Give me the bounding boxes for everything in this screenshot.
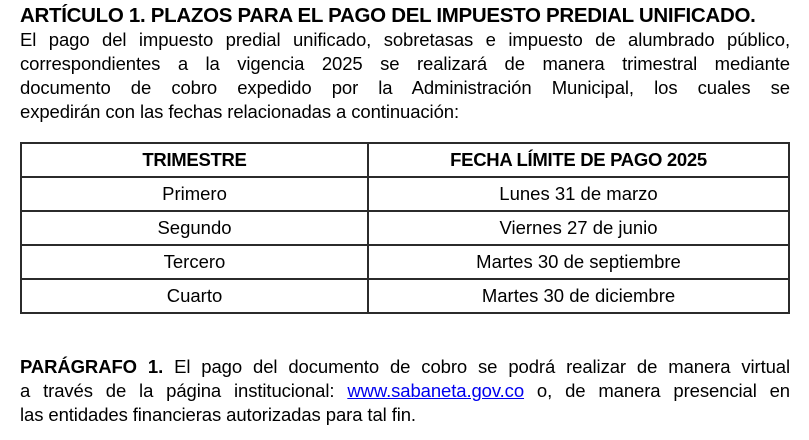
table-row xyxy=(21,211,789,245)
sabaneta-website-link[interactable]: www.sabaneta.gov.co xyxy=(347,380,525,401)
payment-dates-table xyxy=(20,142,790,314)
article-line: El pago del impuesto predial unificado, sobretasas e impuesto de alumbrado público, xyxy=(20,29,790,50)
paragraph-body xyxy=(20,355,790,427)
trimestre-cell: Segundo xyxy=(21,211,368,245)
trimestre-cell: Tercero xyxy=(21,245,368,279)
column-header-trimestre: TRIMESTRE xyxy=(21,143,368,177)
article-body xyxy=(20,28,790,124)
paragraph-section xyxy=(20,355,790,427)
fecha-cell: Martes 30 de diciembre xyxy=(368,279,789,313)
paragraph-line: PARÁGRAFO 1. El pago del documento de cobro se podrá realizar de manera virtual xyxy=(20,356,790,377)
article-line: correspondientes a la vigencia 2025 se realizará de manera trimestral mediante xyxy=(20,53,790,74)
paragraph-label: PARÁGRAFO 1. xyxy=(20,356,164,377)
table-row xyxy=(21,279,789,313)
paragraph-line: las entidades financieras autorizadas para tal fin. xyxy=(20,404,416,425)
fecha-cell: Martes 30 de septiembre xyxy=(368,245,789,279)
fecha-cell: Viernes 27 de junio xyxy=(368,211,789,245)
article-line: expedirán con las fechas relacionadas a continuación: xyxy=(20,101,459,122)
paragraph-line: a través de la página institucional: www.sabaneta.gov.co o, de manera presencial en xyxy=(20,380,790,401)
article-title: ARTÍCULO 1. PLAZOS PARA EL PAGO DEL IMPUESTO PREDIAL UNIFICADO. xyxy=(20,4,756,27)
column-header-fecha-limite: FECHA LÍMITE DE PAGO 2025 xyxy=(368,143,789,177)
trimestre-cell: Primero xyxy=(21,177,368,211)
article-section xyxy=(20,4,790,124)
trimestre-cell: Cuarto xyxy=(21,279,368,313)
fecha-cell: Lunes 31 de marzo xyxy=(368,177,789,211)
table-row xyxy=(21,245,789,279)
article-line: documento de cobro expedido por la Administración Municipal, los cuales se xyxy=(20,77,790,98)
table-header-row xyxy=(21,143,789,177)
table-row xyxy=(21,177,789,211)
